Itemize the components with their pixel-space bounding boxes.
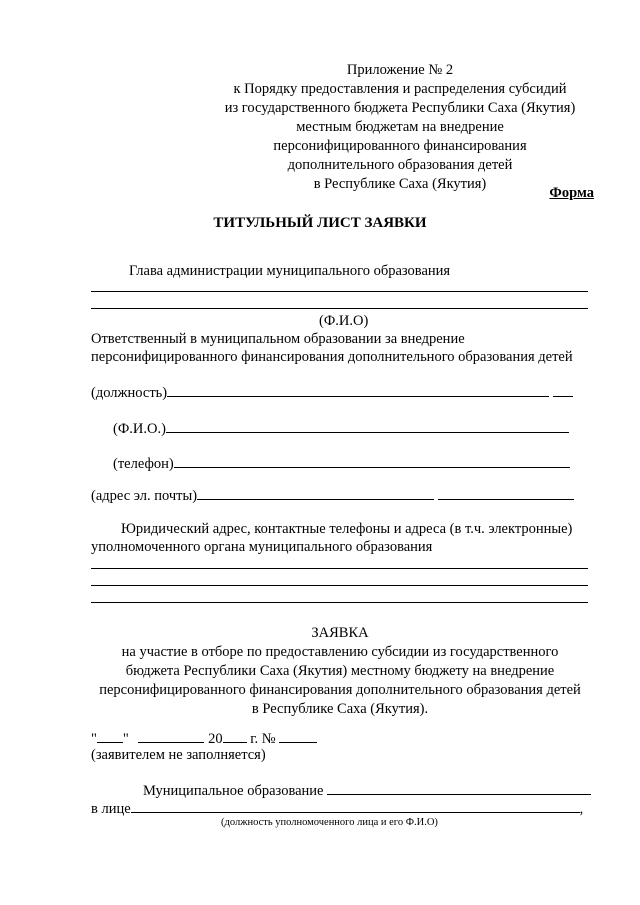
municipality-field-short[interactable] (327, 780, 359, 795)
appendix-line: местным бюджетам на внедрение (296, 119, 504, 135)
in-person-field-2[interactable] (344, 798, 580, 813)
phone-row (113, 453, 570, 473)
appendix-header (200, 61, 600, 194)
appendix-line: из государственного бюджета Республики Саха (Якутия) (224, 100, 576, 116)
legal-line-2: уполномоченного органа муниципального образования (91, 539, 433, 555)
municipality-row (143, 780, 591, 800)
position-field[interactable] (167, 382, 549, 397)
appendix-line: персонифицированного финансирования (273, 138, 527, 154)
date-year-prefix: 20 (208, 731, 223, 747)
appendix-line: Приложение № 2 (346, 62, 454, 78)
date-quote-open: " (91, 731, 97, 747)
legal-fill-line-3[interactable] (91, 602, 588, 603)
legal-line-1: Юридический адрес, контактные телефоны и адреса (в т.ч. электронные) (121, 521, 573, 537)
phone-field[interactable] (174, 453, 570, 468)
head-fill-line-2[interactable] (91, 308, 588, 309)
responsible-line-1: Ответственный в муниципальном образовании за внедрение (91, 331, 465, 347)
application-block (80, 624, 600, 719)
head-fill-line-1[interactable] (91, 291, 588, 292)
head-label: Глава администрации муниципального образования (129, 263, 451, 279)
phone-label: (телефон) (113, 456, 174, 472)
application-heading: ЗАЯВКА (311, 625, 369, 641)
position-row (91, 382, 573, 402)
legal-fill-line-1[interactable] (91, 568, 588, 569)
date-number-label: г. № (250, 731, 276, 747)
date-row (91, 728, 317, 748)
fio-row (113, 418, 569, 438)
date-day-field[interactable] (97, 728, 123, 743)
form-label: Форма (549, 185, 594, 201)
email-field-extra[interactable] (438, 485, 574, 500)
date-month-field[interactable] (138, 728, 204, 743)
municipality-field[interactable] (359, 780, 591, 795)
date-quote-close: " (122, 731, 129, 747)
responsible-line-2: персонифицированного финансирования дополнительного образования детей (91, 349, 573, 365)
application-line: персонифицированного финансирования дополнительного образования детей (99, 682, 581, 698)
application-line: на участие в отборе по предоставлению субсидии из государственного (121, 644, 559, 660)
date-note: (заявителем не заполняется) (91, 747, 266, 763)
application-line: бюджета Республики Саха (Якутия) местному бюджету на внедрение (125, 663, 555, 679)
position-field-extra[interactable] (553, 382, 573, 397)
head-fio-caption: (Ф.И.О) (319, 313, 369, 329)
in-person-field-1[interactable] (131, 798, 344, 813)
email-row (91, 485, 574, 505)
legal-fill-line-2[interactable] (91, 585, 588, 586)
appendix-line: к Порядку предоставления и распределения субсидий (233, 81, 567, 97)
in-person-comma: , (579, 801, 584, 817)
in-person-label: в лице (91, 801, 131, 817)
fio-label: (Ф.И.О.) (113, 421, 166, 437)
email-field[interactable] (197, 485, 434, 500)
application-number-field[interactable] (279, 728, 317, 743)
email-label: (адрес эл. почты) (91, 488, 198, 504)
municipality-label: Муниципальное образование (143, 783, 324, 799)
application-line: в Республике Саха (Якутия). (251, 701, 429, 717)
date-year-field[interactable] (223, 728, 247, 743)
appendix-line: дополнительного образования детей (287, 157, 513, 173)
appendix-line: в Республике Саха (Якутия) (313, 176, 487, 192)
fio-field[interactable] (166, 418, 569, 433)
page-title: ТИТУЛЬНЫЙ ЛИСТ ЗАЯВКИ (213, 215, 427, 231)
in-person-caption: (должность уполномоченного лица и его Ф.И.О) (221, 817, 438, 828)
position-label: (должность) (91, 385, 168, 401)
